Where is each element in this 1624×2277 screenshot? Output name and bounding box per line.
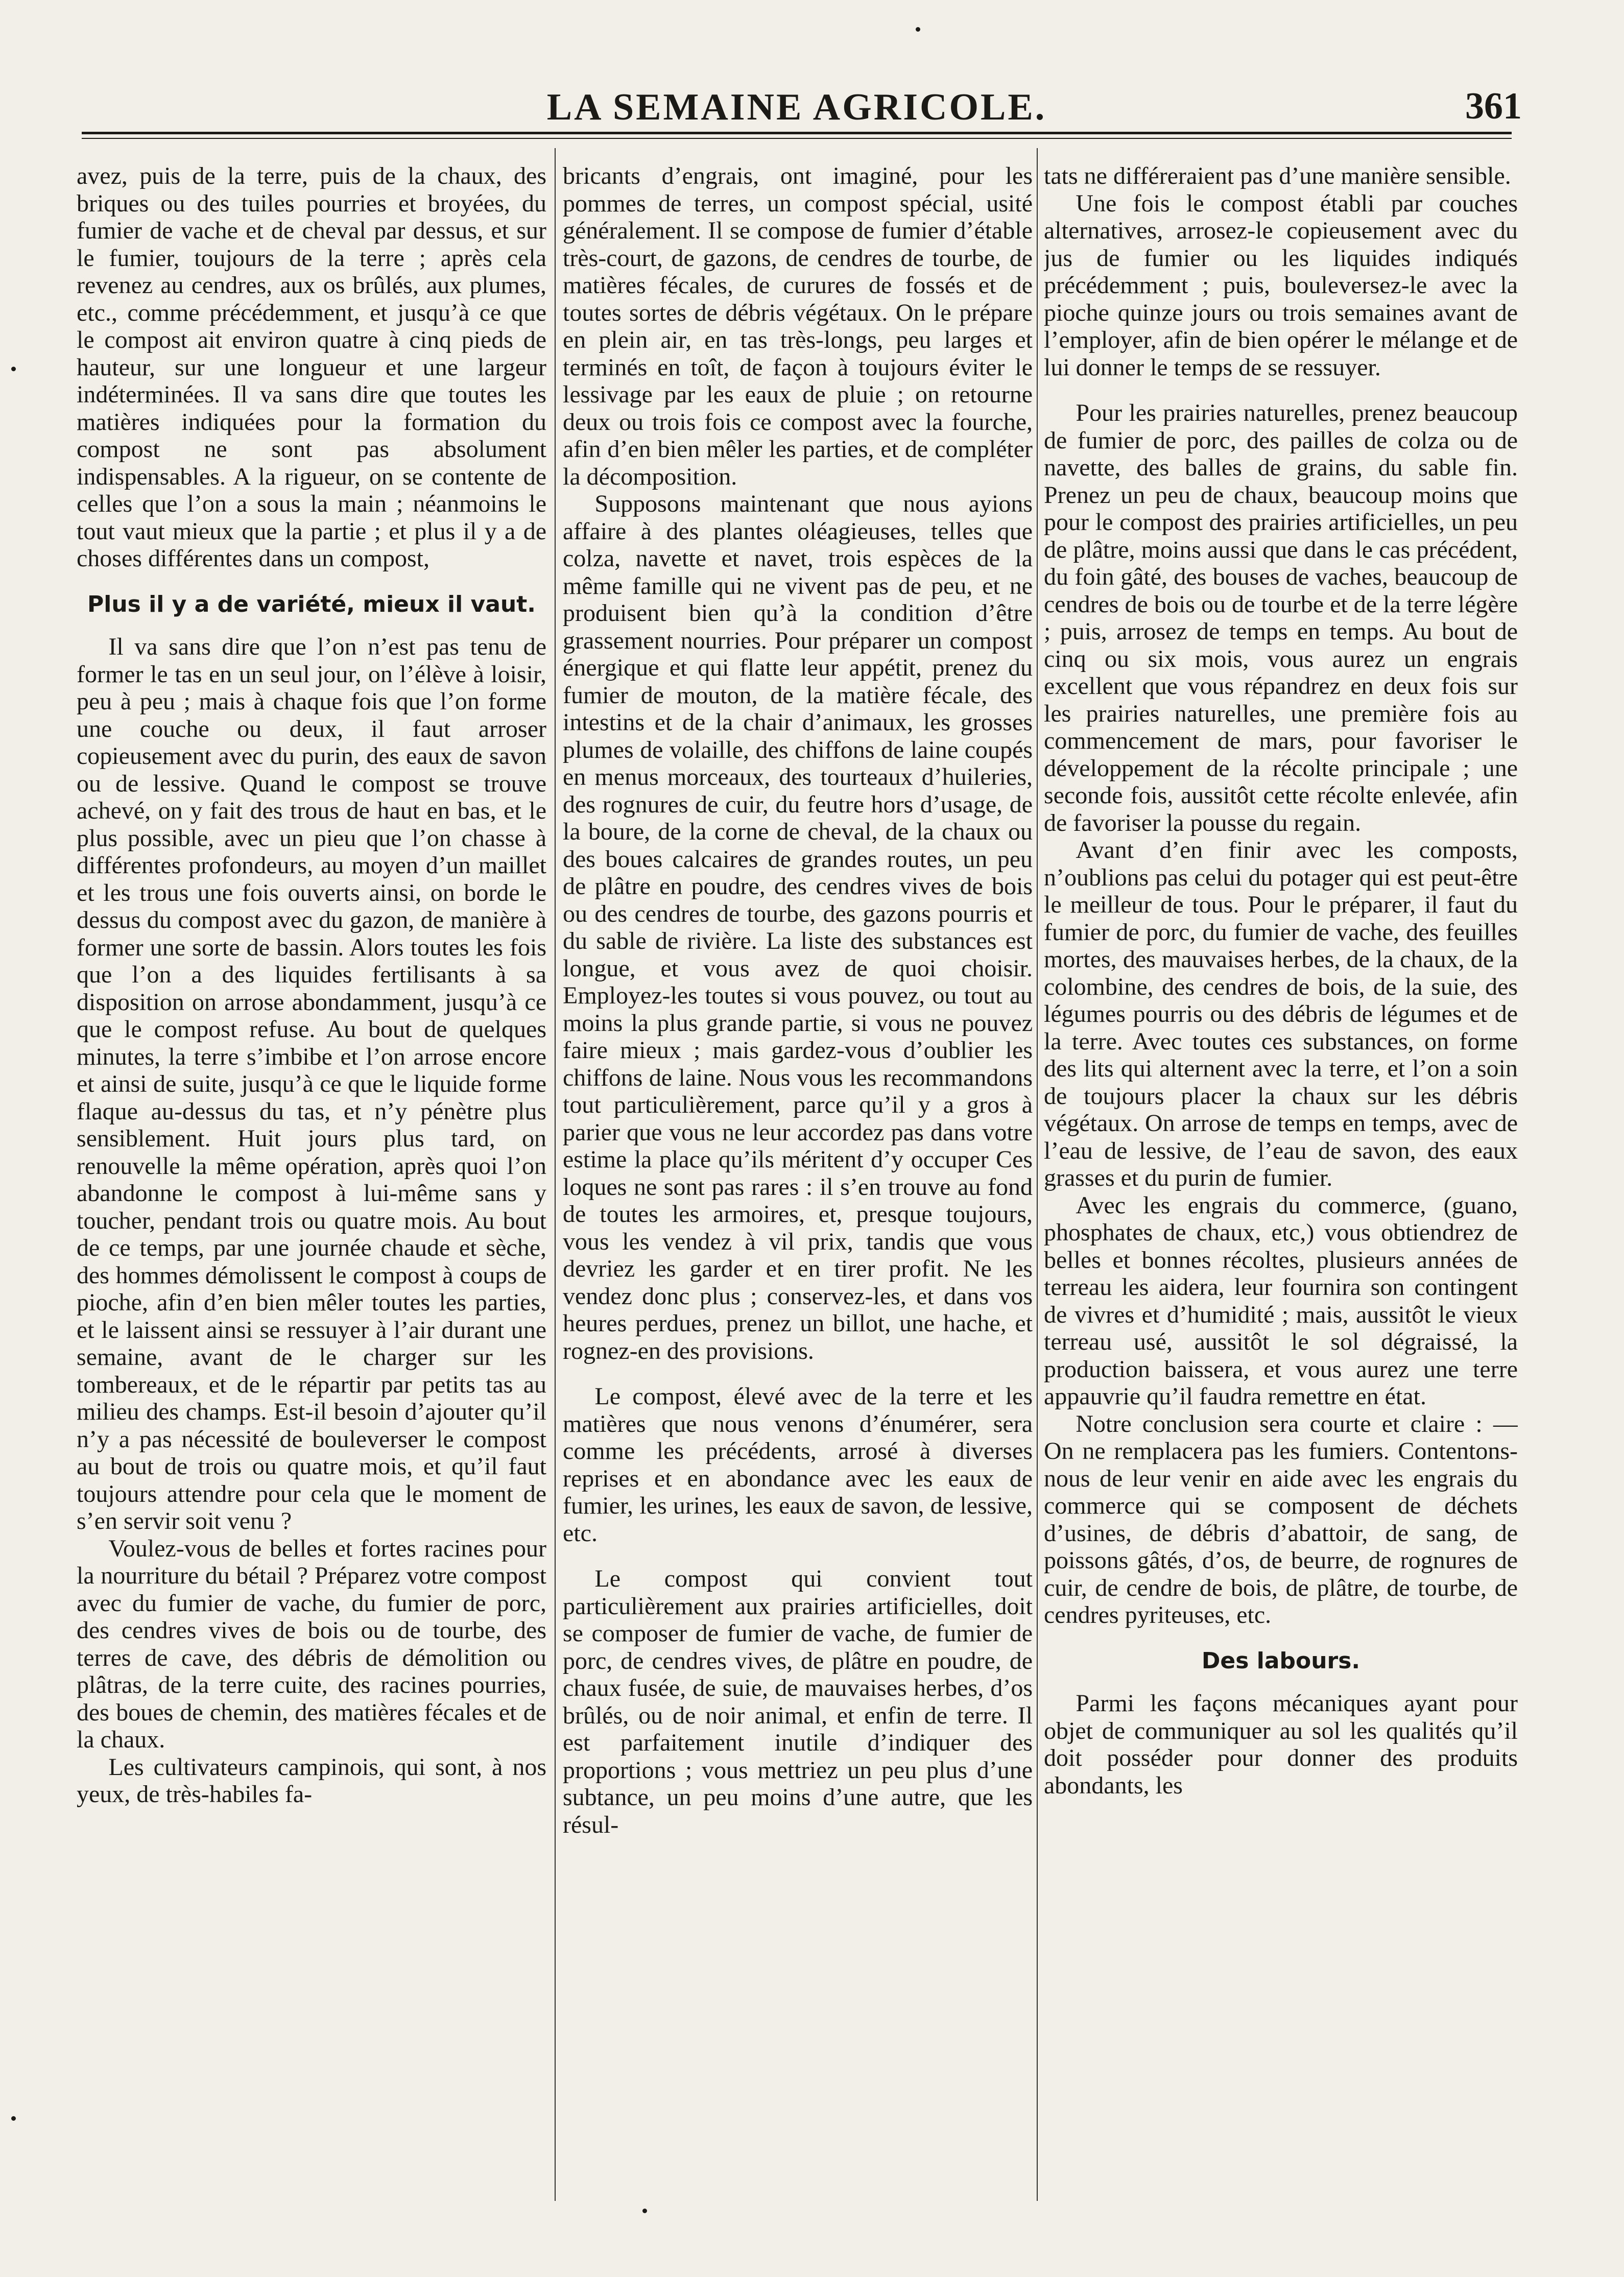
paragraph: Le compost, élevé avec de la terre et les matières que nous venons d’énumérer, sera comme les précédents, arrosé à diverses reprises et en abondance avec les eaux de fumier, les urines, les eaux de savon, de lessive, etc. [563,1383,1033,1547]
text-column-3 [1044,162,1518,2205]
paragraph: Voulez-vous de belles et fortes racines pour la nourriture du bétail ? Préparez votre compost avec du fumier de vache, du fumier de porc, des cendres vives de bois ou de tourbe, des terres de cave, des débris de démolition ou plâtras, de la terre cuite, des racines pourries, des boues de chemin, des matières fécales et de la chaux. [77,1535,546,1753]
running-title: LA SEMAINE AGRICOLE. [546,86,1047,128]
header-rule-thin [82,138,1512,139]
ink-speck [11,367,16,371]
paragraph: Une fois le compost établi par couches alternatives, arrosez-le copieusement avec du jus de fumier ou les liquides indiqués précédemment ; puis, bouleversez-le avec la pioche quinze jours ou trois semaines avant de l’employer, afin de bien opérer le mélange et de lui donner le temps de se ressuyer. [1044,189,1518,381]
ink-speck [642,2209,647,2213]
header-rule [82,132,1512,134]
paragraph: Avec les engrais du commerce, (guano, phosphates de chaux, etc,) vous obtiendrez de belles et bonnes récoltes, plusieurs années de terreau les aidera, leur fournira son contingent de vivres et d’humidité ; mais, aussitôt le vieux terreau usé, aussitôt le sol dégraissé, la production baissera, et vous aurez une terre appauvrie qu’il faudra remettre en état. [1044,1191,1518,1410]
paragraph: Supposons maintenant que nous ayions affaire à des plantes oléagieuses, telles que colza, navette et navet, trois espèces de la même famille qui ne vivent pas de peu, et ne produisent bien qu’à la condition d’être grassement nourries. Pour préparer un compost énergique et qui flatte leur appétit, prenez du fumier de mouton, de la matière fécale, des intestins et de la chair d’animaux, les grosses plumes de volaille, des chiffons de laine coupés en menus morceaux, des tourteaux d’huileries, des rognures de cuir, du feutre hors d’usage, de la boure, de la corne de cheval, de la chaux ou des boues calcaires de grandes routes, un peu de plâtre en poudre, des cendres vives de bois ou des cendres de tourbe, des gazons pourris et du sable de rivière. La liste des substances est longue, et vous avez de quoi choisir. Employez-les toutes si vous pouvez, ou tout au moins la plus grande partie, si vous ne pouvez faire mieux ; mais gardez-vous d’oublier les chiffons de laine. Nous vous les recommandons tout particulièrement, parce qu’il y a gros à parier que vous ne leur accordez pas dans votre estime la place qu’ils méritent d’y occuper Ces loques ne sont pas rares : il s’en trouve au fond de toutes les armoires, et, presque toujours, vous les vendez à vil prix, tandis que vous devriez les garder et en tirer profit. Ne les vendez donc plus ; conservez-les, et dans vos heures perdues, prenez un billot, une hache, et rognez-en des provisions. [563,490,1033,1364]
text-column-2 [563,162,1033,2205]
paragraph: Il va sans dire que l’on n’est pas tenu de former le tas en un seul jour, on l’élève à loisir, peu à peu ; mais à chaque fois que l’on forme une couche ou deux, il faut arroser copieusement avec du purin, des eaux de savon ou de lessive. Quand le compost se trouve achevé, on y fait des trous de haut en bas, et le plus possible, avec un pieu que l’on chasse à différentes profondeurs, au moyen d’un maillet et les trous une fois ouverts ainsi, on borde le dessus du compost avec du gazon, de manière à former une sorte de bassin. Alors toutes les fois que l’on a des liquides fertilisants à sa disposition on arrose abondamment, jusqu’à ce que le compost refuse. Au bout de quelques minutes, la terre s’imbibe et l’on arrose encore et ainsi de suite, jusqu’à ce que le liquide forme flaque au-dessus du tas, et n’y pénètre plus sensiblement. Huit jours plus tard, on renouvelle la même opération, après quoi l’on abandonne le compost à lui-même sans y toucher, pendant trois ou quatre mois. Au bout de ce temps, par une journée chaude et sèche, des hommes démolissent le compost à coups de pioche, afin d’en bien mêler toutes les parties, et le laissent ainsi se ressuyer à l’air durant une semaine, avant de le charger sur les tombereaux, et de le répartir par petits tas au milieu des champs. Est-il besoin d’ajouter qu’il n’y a pas nécessité de bouleverser le compost au bout de trois ou quatre mois, et qu’il faut toujours attendre pour cela que le moment de s’en servir soit venu ? [77,633,546,1535]
paragraph: tats ne différeraient pas d’une manière sensible. [1044,162,1511,189]
ink-speck [11,2116,16,2121]
paragraph: bricants d’engrais, ont imaginé, pour les pommes de terres, un compost spécial, usité généralement. Il se compose de fumier d’étable très-court, de gazons, de cendres de tourbe, de matières fécales, de curures de fossés et de toutes sortes de débris végétaux. On le prépare en plein air, en tas très-longs, peu larges et terminés en toît, de façon à toujours éviter le lessivage par les eaux de pluie ; on retourne deux ou trois fois ce compost avec la fourche, afin d’en bien mêler les parties, et de compléter la décomposition. [563,162,1033,490]
paragraph: Notre conclusion sera courte et claire : — On ne remplacera pas les fumiers. Contentons-nous de leur venir en aide avec les engrais du commerce qui se composent de déchets d’usines, de débris d’abattoir, de sang, de poissons gâtés, d’os, de beurre, de rognures de cuir, de cendre de bois, de plâtre, de tourbe, de cendres pyriteuses, etc. [1044,1410,1518,1628]
paragraph: Avant d’en finir avec les composts, n’oublions pas celui du potager qui est peut-être le meilleur de tous. Pour le préparer, il faut du fumier de porc, du fumier de vache, des feuilles mortes, des mauvaises herbes, de la chaux, de la colombine, des cendres de bois, de la suie, des légumes pourris ou des débris de légumes et de la terre. Avec toutes ces substances, on forme des lits qui alternent avec la terre, et l’on a soin de toujours placer la chaux sur les débris végétaux. On arrose de temps en temps, avec de l’eau de lessive, de l’eau de savon, des eaux grasses et du purin de fumier. [1044,836,1518,1191]
paragraph: Les cultivateurs campinois, qui sont, à nos yeux, de très-habiles fa- [77,1753,546,1808]
page-number: 361 [1465,85,1522,127]
paragraph: avez, puis de la terre, puis de la chaux, des briques ou des tuiles pourries et broyées, du fumier de vache et de cheval par dessus, et sur le fumier, toujours de la terre ; après cela revenez au cendres, aux os brûlés, aux plumes, etc., comme précédemment, et jusqu’à ce que le compost ait environ quatre à cinq pieds de hauteur, sur une longueur et une largeur indéterminées. Il va sans dire que toutes les matières indiquées pour la formation du compost ne sont pas absolument indispensables. A la rigueur, on se contente de celles que l’on a sous la main ; néanmoins le tout vaut mieux que la partie ; et plus il y a de choses différentes dans un compost, [77,162,546,572]
paragraph: Parmi les façons mécaniques ayant pour objet de communiquer au sol les qualités qu’il doit posséder pour donner des produits abondants, les [1044,1690,1518,1799]
ink-speck [916,27,920,32]
paragraph: Le compost qui convient tout particulièrement aux prairies artificielles, doit se composer de fumier de vache, de fumier de porc, de cendres vives, de plâtre en poudre, de chaux fusée, de suie, de mauvaises herbes, d’os brûlés, ou de noir animal, et enfin de terre. Il est parfaitement inutile d’indiquer des proportions ; vous mettriez un peu plus d’une subtance, un peu moins d’une autre, que les résul- [563,1565,1033,1838]
section-heading: Plus il y a de variété, mieux il vaut. [87,591,536,617]
column-divider [555,148,556,2201]
column-divider [1037,148,1038,2201]
paragraph: Pour les prairies naturelles, prenez beaucoup de fumier de porc, des pailles de colza ou de navette, des balles de grains, du sable fin. Prenez un peu de chaux, beaucoup moins que pour le compost des prairies artificielles, un peu de plâtre, moins aussi que dans le cas précédent, du foin gâté, des bouses de vaches, beaucoup de cendres de bois ou de tourbe et de la terre légère ; puis, arrosez de temps en temps. Au bout de cinq ou six mois, vous aurez un engrais excellent que vous répandrez en deux fois sur les prairies naturelles, une première fois au commencement de mars, pour favoriser le développement de la récolte principale ; une seconde fois, aussitôt cette récolte enlevée, afin de favoriser la pousse du regain. [1044,399,1518,836]
text-column-1 [77,162,546,2205]
section-heading: Des labours. [1201,1647,1360,1674]
